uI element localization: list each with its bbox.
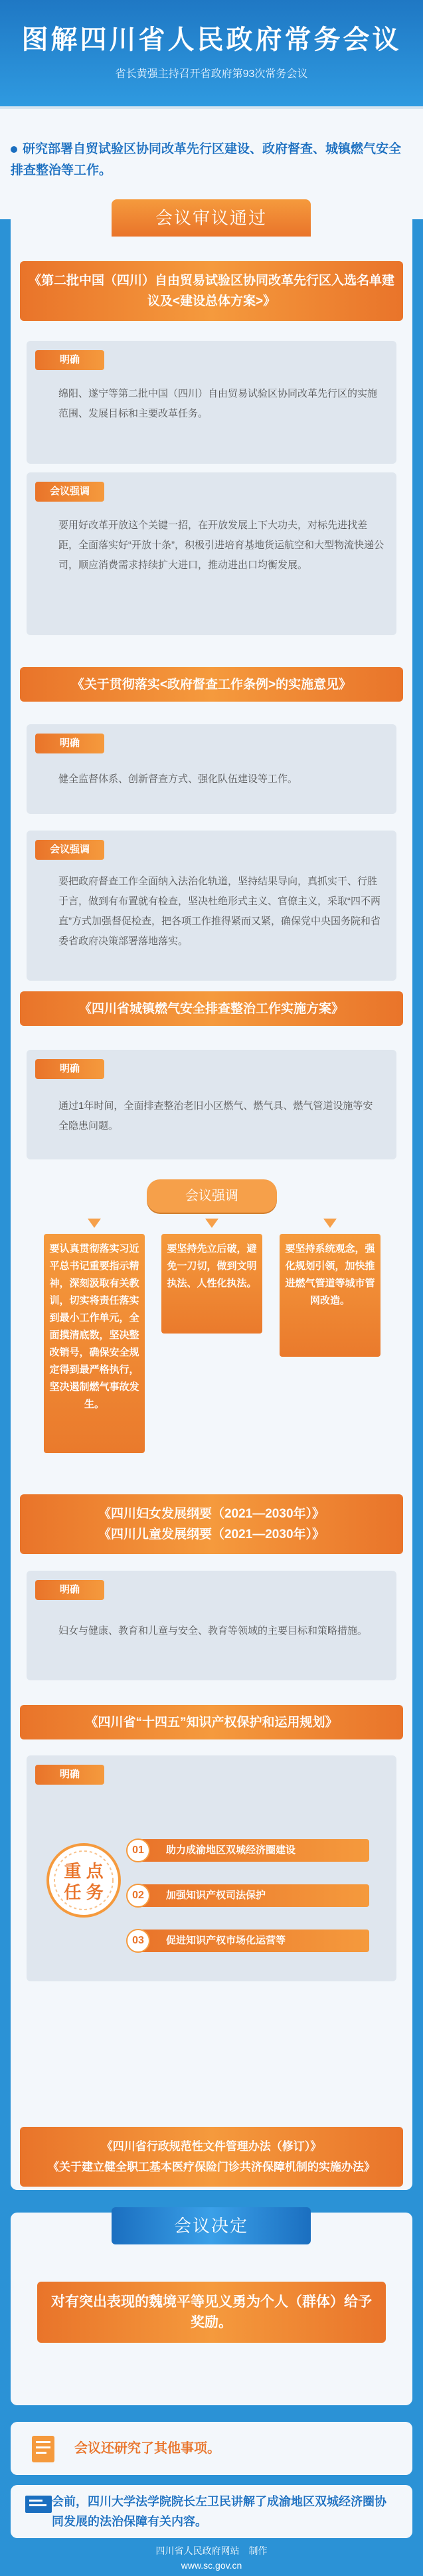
- item2-emphasis-label: 会议强调: [35, 840, 104, 860]
- item3-title-bar: 《四川省城镇燃气安全排查整治工作实施方案》: [20, 991, 403, 1026]
- task-num-3: 03: [126, 1929, 150, 1953]
- page-subtitle: 省长黄强主持召开省政府第93次常务会议: [115, 68, 308, 80]
- footer-credit: 四川省人民政府网站 制作: [155, 2545, 268, 2556]
- item3-emphasis-col3: 要坚持系统观念，强化规划引领，加快推进燃气管道等城市管网改造。: [280, 1234, 381, 1357]
- decision-text-bar: 对有突出表现的魏境平等见义勇为个人（群体）给予奖励。: [37, 2282, 386, 2343]
- item3-clarify-label: 明确: [35, 1059, 104, 1079]
- review-section-title: 会议审议通过: [112, 199, 311, 237]
- item4-clarify-label: 明确: [35, 1580, 104, 1600]
- item4-title-line1: 《四川妇女发展纲要（2021—2030年）》: [98, 1507, 325, 1521]
- item2-clarify-label: 明确: [35, 734, 104, 753]
- page-header: [0, 0, 423, 106]
- footer-url[interactable]: www.sc.gov.cn: [181, 2560, 242, 2571]
- item6-title-bar: [20, 2127, 403, 2187]
- item1-clarify-text: 绵阳、遂宁等第二批中国（四川）自由贸易试验区协同改革先行区的实施范围、发展目标和主要改革任务。: [58, 388, 378, 419]
- item2-clarify-text: 健全监督体系、创新督查方式、强化队伍建设等工作。: [58, 773, 298, 785]
- item2-emphasis-text: 要把政府督查工作全面纳入法治化轨道，坚持结果导向，真抓实干、行胜于言，做到有布置就有检查，坚决杜绝形式主义、官僚主义，采取“四不两直”方式加强督促检查，把各项工作推得紧而又紧，确保党中央国务院和省委省政府决策部署落地落实。: [58, 876, 381, 947]
- task-item-1: 助力成渝地区双城经济圈建设: [137, 1839, 369, 1862]
- item1-title-bar: 《第二批中国（四川）自由贸易试验区协同改革先行区入选名单建议及<建设总体方案>》: [20, 261, 403, 321]
- item1-emphasis-text: 要用好改革开放这个关键一招，在开放发展上下大功夫，对标先进找差距，全面落实好“开放十条”，积极引进培育基地货运航空和大型物流快递公司，顺应消费需求持续扩大进口，推动进出口均衡发展。: [58, 520, 384, 571]
- item2-title-bar: 《关于贯彻落实<政府督查工作条例>的实施意见》: [20, 667, 403, 702]
- item6-title-line1: 《四川省行政规范性文件管理办法（修订）》: [101, 2140, 322, 2153]
- item5-title-bar: 《四川省“十四五”知识产权保护和运用规划》: [20, 1705, 403, 1739]
- item6-title-line2: 《关于建立健全职工基本医疗保险门诊共济保障机制的实施办法》: [48, 2161, 375, 2173]
- task-item-3: 促进知识产权市场化运营等: [137, 1930, 369, 1952]
- page-title: 图解四川省人民政府常务会议: [21, 25, 402, 54]
- item1-emphasis-label: 会议强调: [35, 482, 104, 502]
- task-item-2: 加强知识产权司法保护: [137, 1884, 369, 1907]
- key-tasks-list: [124, 1833, 376, 1959]
- item4-clarify-text: 妇女与健康、教育和儿童与安全、教育等领域的主要目标和策略措施。: [58, 1625, 368, 1636]
- item4-title-bar: [20, 1494, 403, 1554]
- item3-clarify-text: 通过1年时间，全面排查整治老旧小区燃气、燃气具、燃气管道设施等安全隐患问题。: [58, 1100, 373, 1132]
- other-text: 会议还研究了其他事项。: [74, 2441, 220, 2456]
- key-tasks-label: 重 点 任 务: [64, 1861, 104, 1902]
- item1-clarify-label: 明确: [35, 350, 104, 370]
- lecture-icon: [23, 2493, 56, 2520]
- document-icon: [27, 2432, 60, 2465]
- item4-title-line2: 《四川儿童发展纲要（2021—2030年）》: [98, 1528, 325, 1541]
- item3-emphasis-col1: 要认真贯彻落实习近平总书记重要指示精神，深刻汲取有关教训，切实将责任落实到最小工作单元，全面摸清底数，坚决整改销号，确保安全规定得到最严格执行，坚决遏制燃气事故发生。: [44, 1234, 145, 1453]
- decision-section-title: 会议决定: [112, 2207, 311, 2244]
- arrow-down-icon: [323, 1219, 337, 1228]
- item5-clarify-label: 明确: [35, 1765, 104, 1785]
- arrow-down-icon: [88, 1219, 101, 1228]
- intro-summary: 研究部署自贸试验区协同改革先行区建设、政府督查、城镇燃气安全排查整治等工作。: [11, 142, 402, 177]
- item3-emphasis-pill: 会议强调: [147, 1179, 277, 1213]
- task-num-1: 01: [126, 1838, 150, 1862]
- before-text: 会前，四川大学法学院院长左卫民讲解了成渝地区双城经济圈协同发展的法治保障有关内容。: [52, 2495, 386, 2528]
- task-num-2: 02: [126, 1884, 150, 1908]
- item3-emphasis-col2: 要坚持先立后破，避免一刀切，做到文明执法、人性化执法。: [161, 1234, 262, 1334]
- arrow-down-icon: [205, 1219, 218, 1228]
